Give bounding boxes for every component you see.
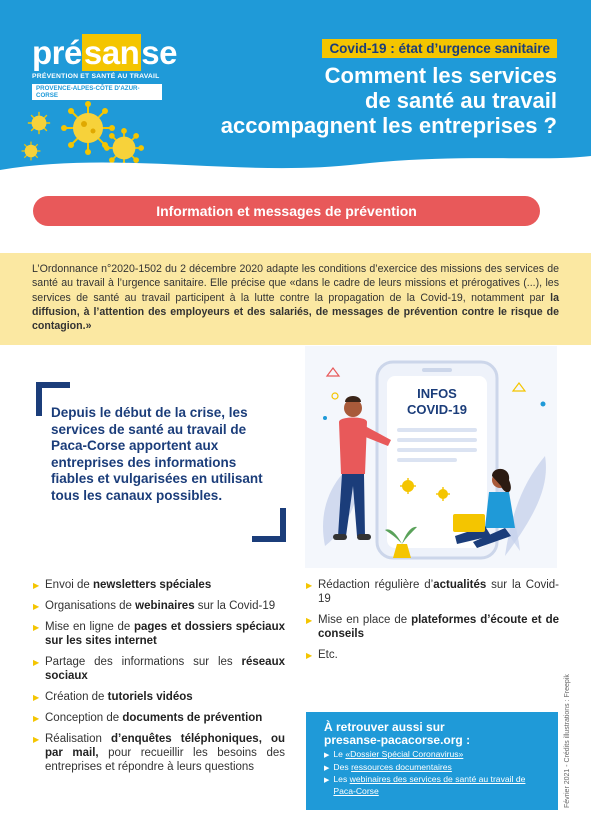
quote-text: Depuis le début de la crise, les services de santé au travail de Paca-Corse apportent aux entreprises des informations fiables et vulgarisées en utilisant tous les canaux possibles. [51, 405, 263, 503]
list-item: ▶ Organisations de webinaires sur la Covid-19 [33, 599, 285, 613]
phone-text-covid: COVID-19 [407, 402, 467, 417]
retrouver-item: ▶ Des ressources documentaires [324, 762, 540, 775]
retrouver-item: ▶ Les webinaires des services de santé au travail de Paca-Corse [324, 774, 526, 796]
logo-subtitle: PRÉVENTION ET SANTÉ AU TRAVAIL [32, 73, 160, 80]
virus-icon [26, 110, 52, 136]
list-item: ▶ Etc. [306, 648, 559, 662]
logo-region: PROVENCE-ALPES-CÔTE D'AZUR-CORSE [32, 84, 162, 100]
quote-box [36, 382, 286, 542]
retrouver-title: À retrouver aussi sur presanse-pacacorse.org : [324, 720, 471, 747]
presanse-logo: présanse PRÉVENTION ET SANTÉ AU TRAVAIL PROVENCE-ALPES-CÔTE D'AZUR-CORSE [32, 34, 177, 99]
list-item: ▶ Envoi de newsletters spéciales [33, 578, 285, 592]
dossier-coronavirus-link[interactable]: «Dossier Spécial Coronavirus» [345, 749, 464, 759]
list-item: ▶ Rédaction régulière d’actualités sur la Covid-19 [306, 578, 559, 606]
header-wave [0, 150, 591, 176]
triangle-bullet-icon: ▶ [324, 752, 330, 759]
actions-list-left [33, 578, 285, 781]
phone-text-infos: INFOS [417, 386, 457, 401]
credit-text: Février 2021 - Crédits illustrations : Freepik [564, 674, 571, 808]
list-item: ▶ Mise en ligne de pages et dossiers spéciaux sur les sites internet [33, 620, 285, 648]
section-title: Information et messages de prévention [33, 196, 540, 226]
page-title: Comment les services de santé au travail accompagnent les entreprises ? [220, 63, 557, 138]
webinaires-link[interactable]: webinaires des services de santé au travail de Paca-Corse [333, 774, 526, 796]
list-item: ▶ Partage des informations sur les réseaux sociaux [33, 655, 285, 683]
list-item: ▶ Réalisation d’enquêtes téléphoniques, ou par mail, pour recueillir les besoins des entreprises et répondre à leurs questions [33, 732, 285, 774]
header-banner [0, 0, 591, 176]
retrouver-box [306, 712, 558, 810]
quote-corner-bottom-right [252, 508, 286, 542]
actions-list-right [306, 578, 559, 669]
list-item: ▶ Création de tutoriels vidéos [33, 690, 285, 704]
ressources-documentaires-link[interactable]: ressources documentaires [351, 761, 452, 772]
triangle-bullet-icon: ▶ [324, 764, 330, 772]
triangle-bullet-icon: ▶ [324, 777, 330, 784]
infos-covid-illustration [305, 346, 557, 568]
ordonnance-paragraph: L’Ordonnance n°2020-1502 du 2 décembre 2020 adapte les conditions d’exercice des missions des services de santé au travail à l’urgence sanitaire. Elle précise que «dans le cadre de leurs missions et prérogatives (...), les services de santé au travail participent à la lutte contre la propagation de la Covid-19, notamment par la diffusion, à l’attention des employeurs et des salariés, de messages de prévention contre le risque de contagion.» [0, 253, 591, 345]
list-item: ▶ Conception de documents de prévention [33, 711, 285, 725]
list-item: ▶ Mise en place de plateformes d’écoute et de conseils [306, 613, 559, 641]
header-tag: Covid-19 : état d’urgence sanitaire [322, 39, 557, 58]
retrouver-item: ▶ Le «Dossier Spécial Coronavirus» [324, 749, 540, 762]
